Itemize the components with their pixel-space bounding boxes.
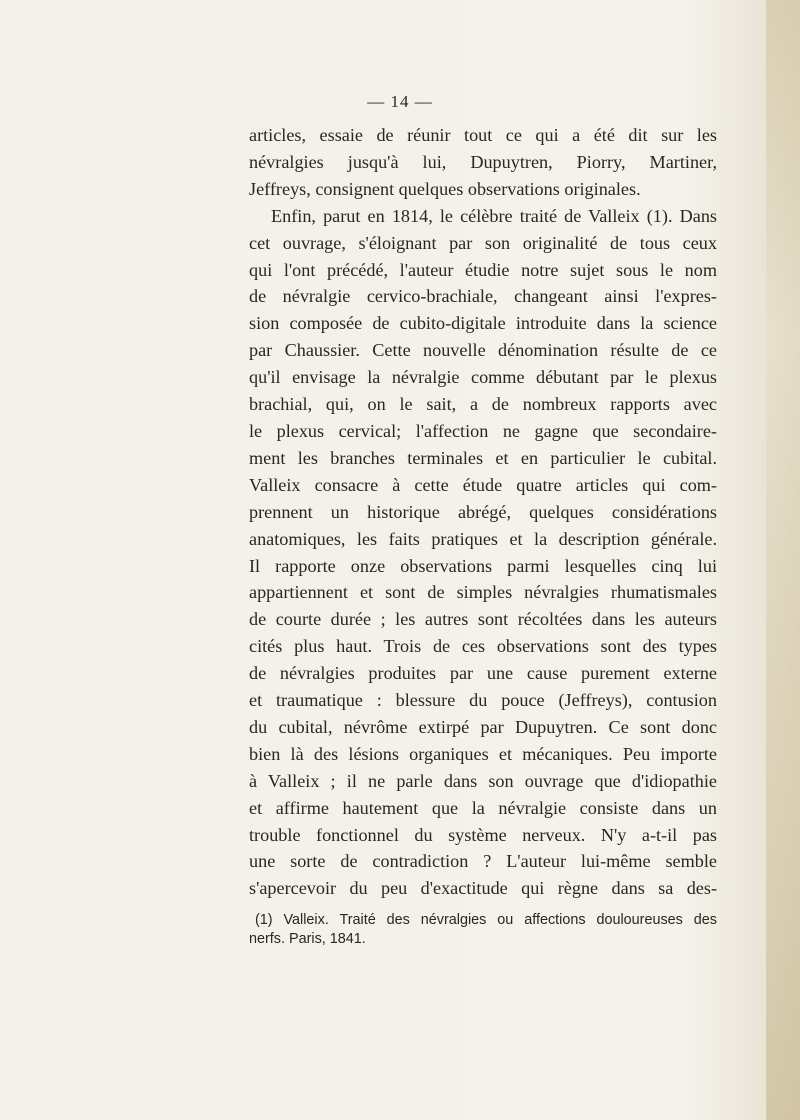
text-line: de névralgie cervico-brachiale, changeant ainsi l'expres- bbox=[249, 286, 717, 307]
text-line: Valleix consacre à cette étude quatre articles qui com- bbox=[249, 474, 717, 495]
text-line: par Chaussier. Cette nouvelle dénomination résulte de ce bbox=[249, 340, 717, 361]
text-line: cet ouvrage, s'éloignant par son originalité de tous ceux bbox=[249, 232, 717, 253]
text-line: anatomiques, les faits pratiques et la description générale. bbox=[249, 528, 717, 549]
footnote bbox=[249, 911, 717, 948]
text-line: s'apercevoir du peu d'exactitude qui règne dans sa des- bbox=[249, 878, 717, 899]
text-line: névralgies jusqu'à lui, Dupuytren, Piorry, Martiner, bbox=[249, 151, 717, 172]
text-line: et affirme hautement que la névralgie consiste dans un bbox=[249, 797, 717, 818]
page-edge-stain bbox=[766, 0, 800, 1120]
footnote-line: (1) Valleix. Traité des névralgies ou affections douloureuses des bbox=[255, 912, 717, 928]
footnote-line: nerfs. Paris, 1841. bbox=[249, 930, 366, 947]
text-line: du cubital, névrôme extirpé par Dupuytren. Ce sont donc bbox=[249, 716, 717, 737]
text-line: cités plus haut. Trois de ces observations sont des types bbox=[249, 636, 717, 657]
text-line: brachial, qui, on le sait, a de nombreux rapports avec bbox=[249, 394, 717, 415]
text-line: Enfin, parut en 1814, le célèbre traité de Valleix (1). Dans bbox=[271, 205, 717, 226]
text-line: bien là des lésions organiques et mécaniques. Peu importe bbox=[249, 743, 717, 764]
text-line: Jeffreys, consignent quelques observations originales. bbox=[249, 178, 641, 199]
text-line: et traumatique : blessure du pouce (Jeffreys), contusion bbox=[249, 690, 717, 711]
text-line: à Valleix ; il ne parle dans son ouvrage que d'idiopathie bbox=[249, 770, 717, 791]
text-line: appartiennent et sont de simples névralgies rhumatismales bbox=[249, 582, 717, 603]
text-line: prennent un historique abrégé, quelques considérations bbox=[249, 501, 717, 522]
text-line: Il rapporte onze observations parmi lesquelles cinq lui bbox=[249, 555, 717, 576]
text-line: ment les branches terminales et en particulier le cubital. bbox=[249, 447, 717, 468]
text-line: une sorte de contradiction ? L'auteur lui-même semble bbox=[249, 851, 717, 872]
text-line: sion composée de cubito-digitale introduite dans la science bbox=[249, 313, 717, 334]
text-line: articles, essaie de réunir tout ce qui a été dit sur les bbox=[249, 125, 717, 145]
body-text bbox=[249, 122, 717, 902]
page-number: — 14 — bbox=[367, 92, 433, 111]
text-line: trouble fonctionnel du système nerveux. N'y a-t-il pas bbox=[249, 824, 717, 845]
text-line: qui l'ont précédé, l'auteur étudie notre sujet sous le nom bbox=[249, 259, 717, 280]
text-line: qu'il envisage la névralgie comme débutant par le plexus bbox=[249, 367, 717, 388]
text-line: le plexus cervical; l'affection ne gagne que secondaire- bbox=[249, 420, 717, 441]
text-line: de névralgies produites par une cause purement externe bbox=[249, 663, 717, 684]
text-line: de courte durée ; les autres sont récoltées dans les auteurs bbox=[249, 609, 717, 630]
